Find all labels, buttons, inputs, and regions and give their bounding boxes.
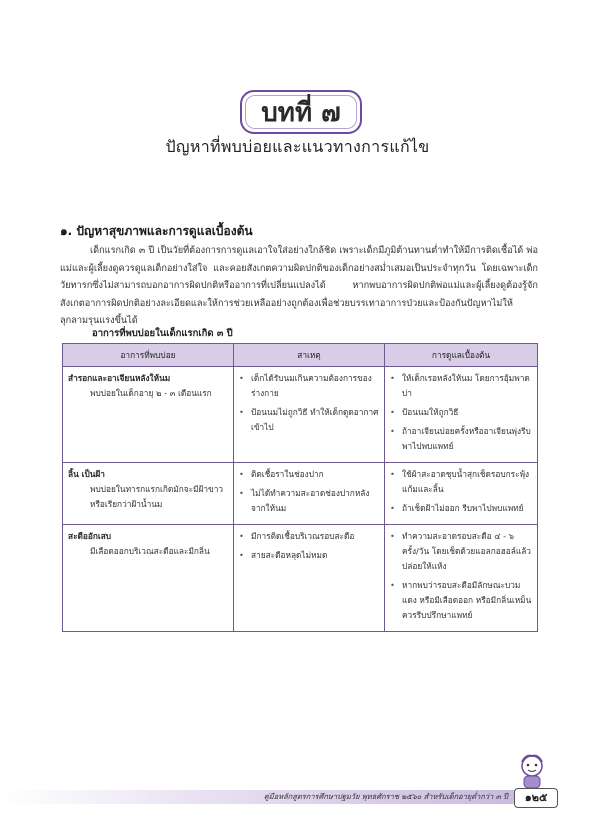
table-row (63, 525, 538, 632)
header-symptom: อาการที่พบบ่อย (63, 344, 234, 367)
section-heading: ๑. ปัญหาสุขภาพและการดูแลเบื้องต้น (60, 224, 253, 238)
care-item: • ป้อนนมให้ถูกวิธี (390, 405, 532, 420)
care-cell (385, 525, 538, 632)
table-header-row (63, 344, 538, 367)
symptom-desc: พบบ่อยในทารกแรกเกิดมักจะมีฝ้าขาวหรือเรียกว่าฝ้าน้ำนม (90, 484, 224, 509)
symptom-name: ลิ้น เป็นฝ้า (68, 469, 105, 479)
cause-item: • ป้อนนมไม่ถูกวิธี ทำให้เด็กดูดอากาศเข้าไป (239, 405, 379, 435)
care-item: • ใช้ผ้าสะอาดชุบน้ำสุกเช็ดรอบกระพุ้งแก้มและลิ้น (390, 467, 532, 497)
symptom-cell (63, 463, 234, 525)
symptom-name: สำรอกและอาเจียนหลังให้นม (68, 373, 171, 383)
cause-item: • ไม่ได้ทำความสะอาดช่องปากหลังจากให้นม (239, 486, 379, 516)
cause-cell (234, 525, 385, 632)
symptom-cell (63, 367, 234, 463)
intro-paragraph (60, 242, 538, 330)
cause-item: • ติดเชื้อราในช่องปาก (239, 467, 379, 482)
chapter-title: บทที่ ๗ (261, 97, 341, 128)
header-cause: สาเหตุ (234, 344, 385, 367)
care-item: • ทำความสะอาดรอบสะดือ ๔ - ๖ ครั้ง/วัน โดยเช็ดด้วยแอลกอฮอล์แล้วปล่อยให้แห้ง (390, 529, 532, 574)
table-row (63, 367, 538, 463)
header-care: การดูแลเบื้องต้น (385, 344, 538, 367)
symptom-cell (63, 525, 234, 632)
symptom-desc: พบบ่อยในเด็กอายุ ๒ - ๓ เดือนแรก (90, 388, 212, 398)
care-cell (385, 367, 538, 463)
chapter-subtitle: ปัญหาที่พบบ่อยและแนวทางการแก้ไข (165, 137, 430, 156)
symptom-desc: มีเลือดออกบริเวณสะดือและมีกลิ่น (90, 546, 210, 556)
page-number: ๑๒๕ (514, 788, 558, 808)
footer-text: คู่มือหลักสูตรการศึกษาปฐมวัย พุทธศักราช ๒๕๖๐ สำหรับเด็กอายุต่ำกว่า ๓ ปี (263, 792, 508, 801)
cause-item: • เด็กได้รับนมเกินความต้องการของร่างกาย (239, 371, 379, 401)
care-item: • ถ้าอาเจียนบ่อยครั้งหรืออาเจียนพุ่งรีบพาไปพบแพทย์ (390, 424, 532, 454)
table-caption: อาการที่พบบ่อยในเด็กแรกเกิด ๓ ปี (92, 328, 233, 339)
care-item: • หากพบว่ารอบสะดือมีลักษณะบวมแดง หรือมีเลือดออก หรือมีกลิ่นเหม็น ควรรีบปรึกษาแพทย์ (390, 578, 532, 623)
care-item: • ให้เด็กเรอหลังให้นม โดยการอุ้มพาดบ่า (390, 371, 532, 401)
table-row (63, 463, 538, 525)
intro-paragraph-text: เด็กแรกเกิด ๓ ปี เป็นวัยที่ต้องการการดูแลเอาใจใส่อย่างใกล้ชิด เพราะเด็กมีภูมิต้านทานต่ำทำให้มีการติดเชื้อได้ พ่อแม่และผู้เลี้ยงดูควรดูแลเด็กอย่างใส่ใจ และคอยสังเกตความผิดปกติของเด็กอย่างสม่ำเสมอเป็นประจำทุกวัน โดยเฉพาะเด็กวัยทารกซึ่งไม่สามารถบอกอาการผิดปกติหรืออาการที่เปลี่ยนแปลงได้ หากพบอาการผิดปกติพ่อแม่และผู้เลี้ยงดูต้องรู้จักสังเกตอาการผิดปกติอย่างละเอียดและให้การช่วยเหลืออย่างถูกต้องเพื่อช่วยบรรเทาอาการป่วยและป้องกันปัญหาไม่ให้ลุกลามรุนแรงขึ้นได้ (60, 245, 538, 326)
symptom-name: สะดืออักเสบ (68, 531, 112, 541)
chapter-title-box (240, 90, 362, 134)
cause-item: • มีการติดเชื้อบริเวณรอบสะดือ (239, 529, 379, 544)
symptoms-table (62, 343, 538, 632)
care-item: • ถ้าเช็ดฝ้าไม่ออก รีบพาไปพบแพทย์ (390, 501, 532, 516)
child-mascot-icon (512, 752, 552, 792)
cause-cell (234, 367, 385, 463)
cause-item: • สายสะดือหลุดไม่หมด (239, 548, 379, 563)
cause-cell (234, 463, 385, 525)
care-cell (385, 463, 538, 525)
